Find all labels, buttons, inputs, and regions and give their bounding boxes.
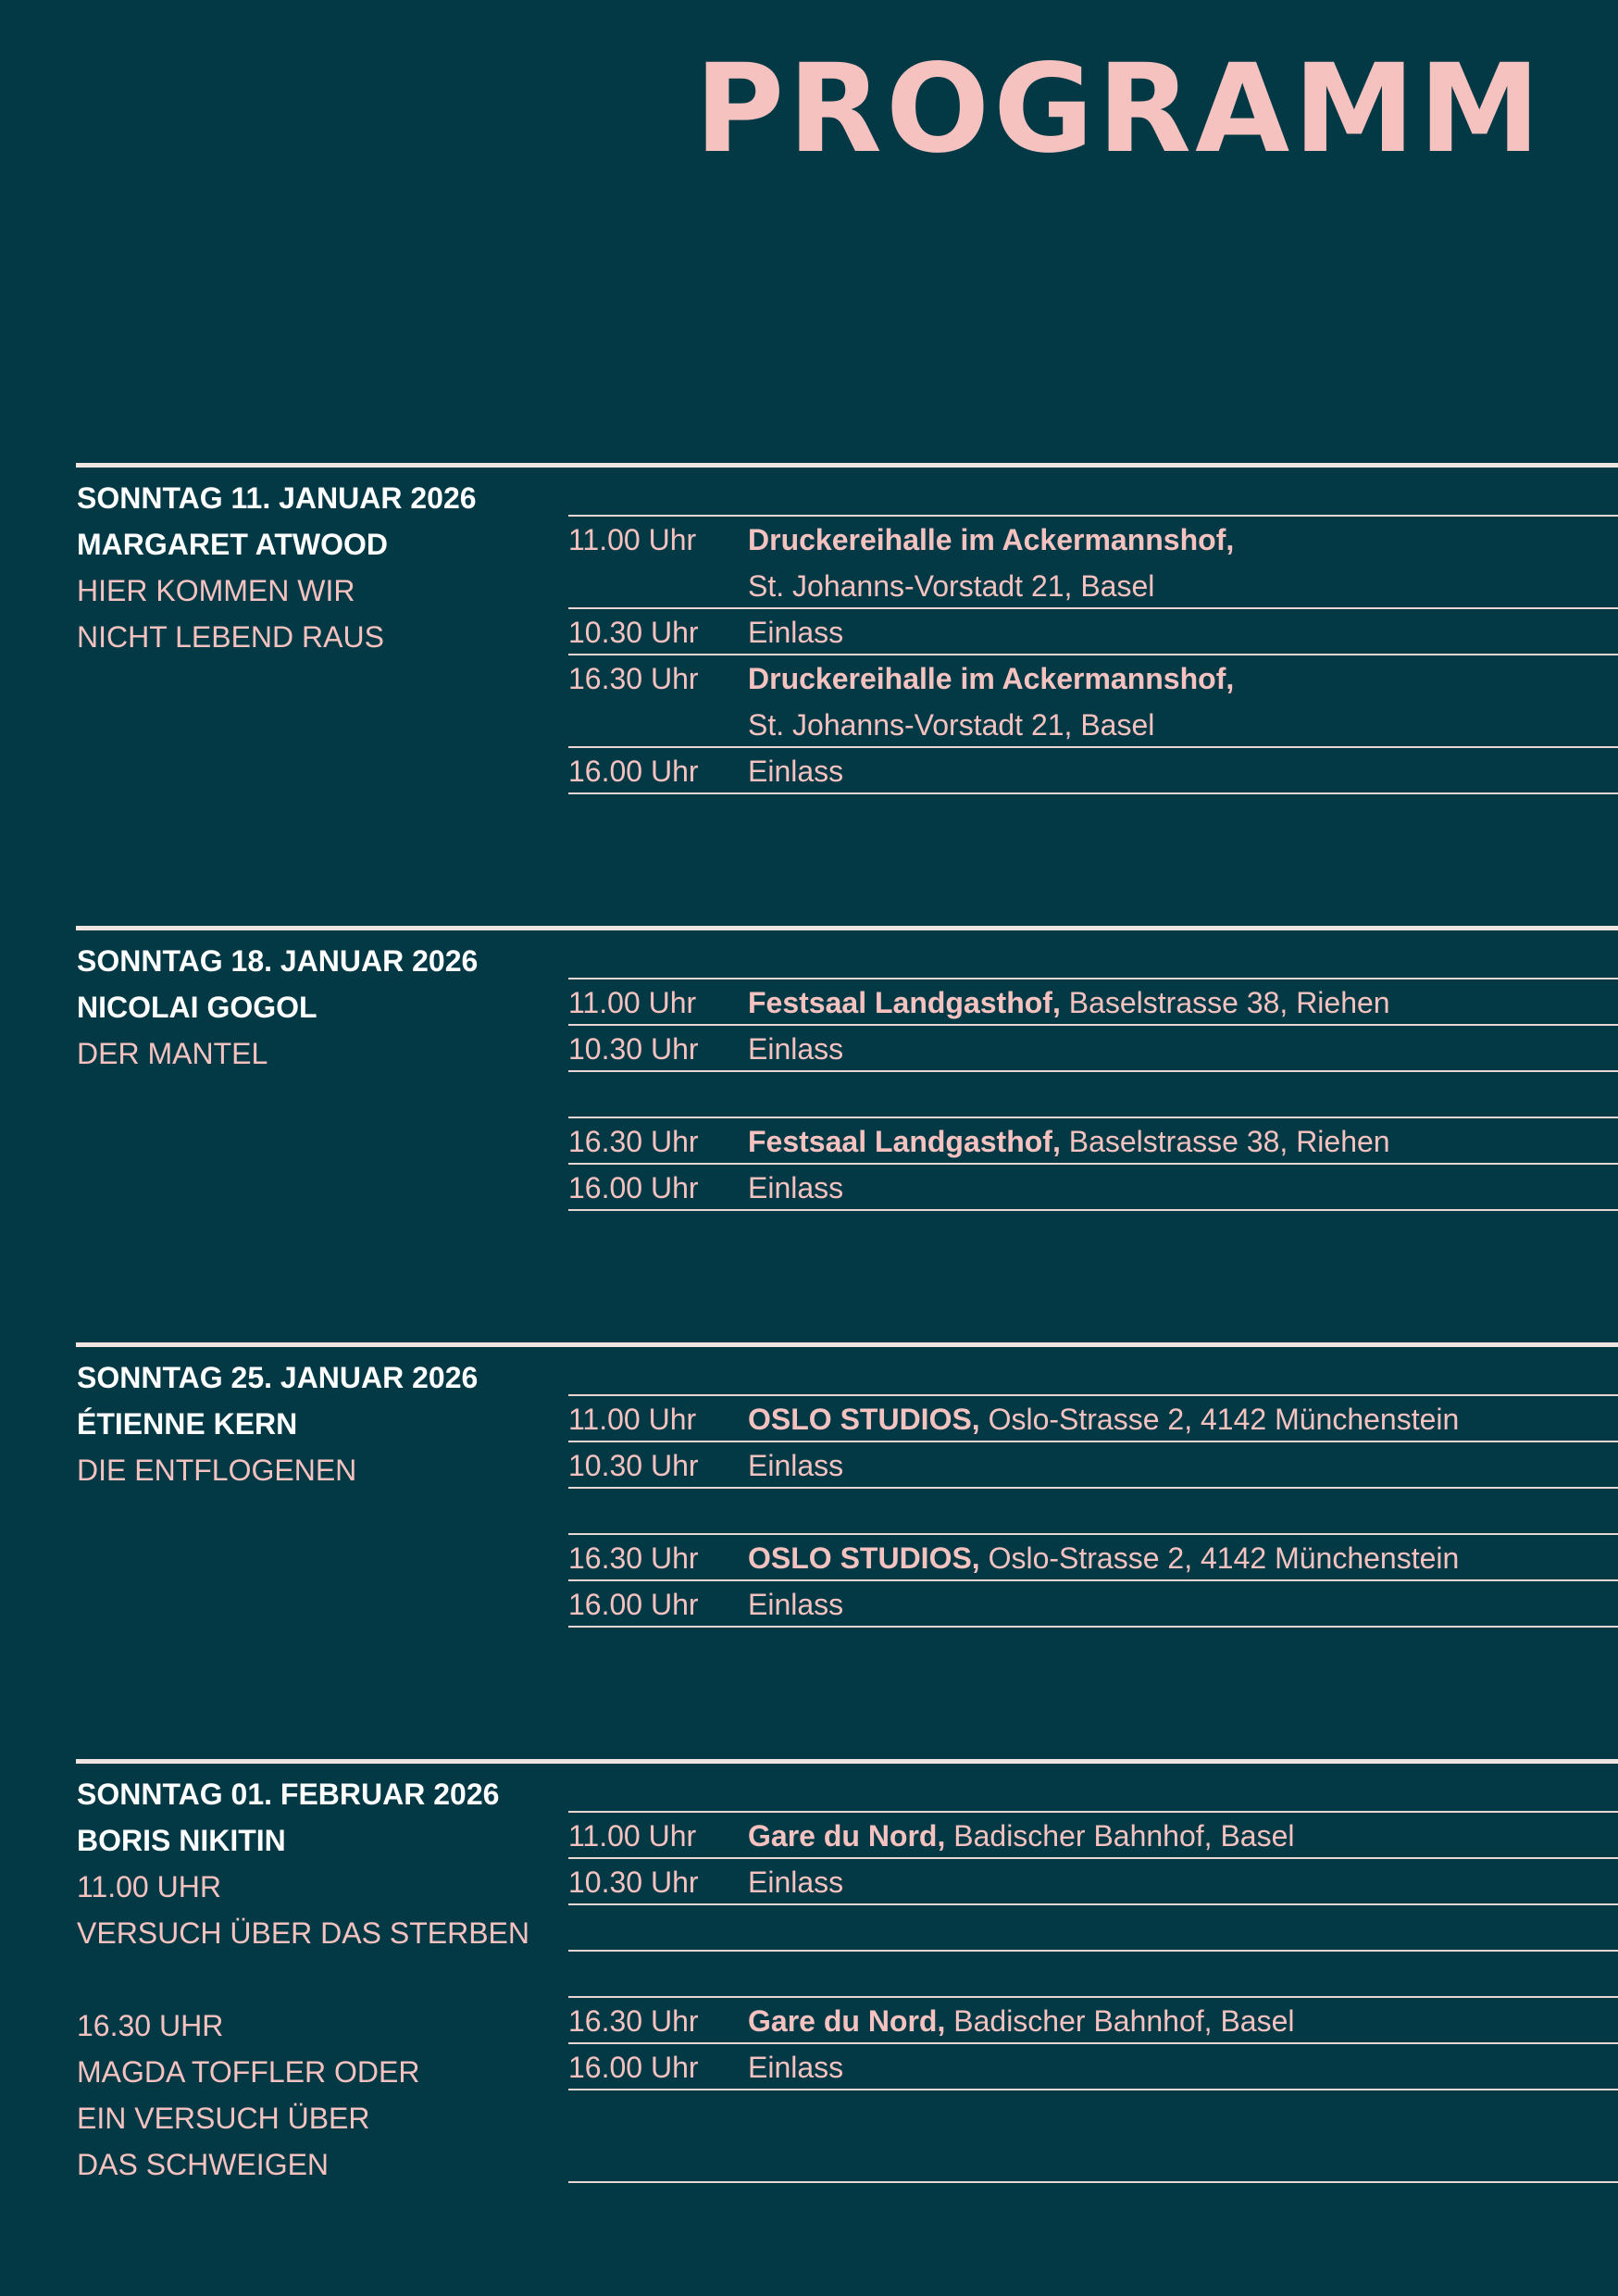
event-date: SONNTAG 18. JANUAR 2026: [77, 944, 479, 978]
venue: [748, 1535, 1459, 1581]
schedule-row: [568, 748, 1618, 792]
event-date: SONNTAG 25. JANUAR 2026: [77, 1361, 479, 1394]
work-title-line: DIE ENTFLOGENEN: [77, 1454, 357, 1487]
author-name: NICOLAI GOGOL: [77, 991, 317, 1024]
time: 10.30 Uhr: [568, 616, 699, 649]
venue-name: Druckereihalle im Ackermannshof,: [748, 662, 1235, 695]
time: 11.00 Uhr: [568, 986, 697, 1019]
event-date: SONNTAG 01. FEBRUAR 2026: [77, 1778, 500, 1811]
event-info: [77, 1824, 529, 2194]
schedule: [568, 515, 1618, 794]
venue: [748, 1813, 1294, 1859]
venue-address: Einlass: [748, 1449, 844, 1482]
schedule-row: [568, 1535, 1618, 1579]
venue-address: Einlass: [748, 1171, 844, 1204]
schedule-row: [568, 1489, 1618, 1533]
author-name: BORIS NIKITIN: [77, 1824, 286, 1857]
section-divider: [76, 1759, 1618, 1764]
time: 16.00 Uhr: [568, 2051, 699, 2084]
work-title-line: EIN VERSUCH ÜBER: [77, 2102, 370, 2135]
section-divider: [76, 463, 1618, 468]
schedule-row: [568, 1905, 1618, 1950]
venue-address: Oslo-Strasse 2, 4142 Münchenstein: [979, 1403, 1460, 1436]
time: 16.00 Uhr: [568, 1588, 699, 1621]
event-info: [77, 528, 388, 667]
schedule: [568, 1394, 1618, 1628]
venue-address: Einlass: [748, 616, 844, 649]
schedule-row: [568, 1026, 1618, 1070]
venue: [748, 2044, 843, 2090]
venue-address: Baselstrasse 38, Riehen: [1060, 1125, 1390, 1158]
time: 16.30 Uhr: [568, 1125, 699, 1158]
venue: [748, 609, 843, 655]
row-divider: [568, 792, 1618, 794]
row-divider: [568, 1209, 1618, 1211]
venue-address: St. Johanns-Vorstadt 21, Basel: [748, 708, 1155, 742]
work-title-line: [77, 1963, 529, 2009]
venue-address: Badischer Bahnhof, Basel: [945, 1819, 1295, 1853]
schedule-row: [568, 1118, 1618, 1163]
venue: [748, 517, 1234, 609]
row-divider: [568, 1626, 1618, 1628]
schedule-row: [568, 517, 1618, 607]
time: 16.00 Uhr: [568, 755, 699, 788]
venue-name: OSLO STUDIOS,: [748, 1403, 980, 1436]
venue: [748, 1998, 1294, 2044]
schedule-row: [568, 1859, 1618, 1903]
page-title: PROGRAMM: [694, 38, 1544, 181]
event-date: SONNTAG 11. JANUAR 2026: [77, 481, 477, 515]
venue: [748, 655, 1234, 748]
schedule-row: [568, 1952, 1618, 1996]
row-divider: [568, 2181, 1618, 2183]
venue-name: Gare du Nord,: [748, 1819, 946, 1853]
schedule-row: [568, 980, 1618, 1024]
schedule-row: [568, 2044, 1618, 2089]
section-divider: [76, 926, 1618, 930]
time: 10.30 Uhr: [568, 1032, 699, 1066]
work-title-line: 16.30 UHR: [77, 2009, 224, 2042]
schedule-row: [568, 655, 1618, 746]
work-title-line: DAS SCHWEIGEN: [77, 2148, 330, 2181]
schedule: [568, 978, 1618, 1211]
time: 16.30 Uhr: [568, 662, 699, 695]
time: 10.30 Uhr: [568, 1449, 699, 1482]
schedule-row: [568, 1813, 1618, 1857]
schedule-row: [568, 1581, 1618, 1626]
schedule-row: [568, 1165, 1618, 1209]
venue-name: Gare du Nord,: [748, 2004, 946, 2038]
venue-name: Festsaal Landgasthof,: [748, 986, 1061, 1019]
venue-address: Einlass: [748, 755, 844, 788]
venue: [748, 1165, 843, 1211]
work-title-line: DER MANTEL: [77, 1037, 268, 1070]
event-info: [77, 1407, 356, 1500]
time: 16.30 Uhr: [568, 1541, 699, 1575]
author-name: ÉTIENNE KERN: [77, 1407, 298, 1441]
schedule-row: [568, 1072, 1618, 1117]
venue-address: St. Johanns-Vorstadt 21, Basel: [748, 569, 1155, 603]
work-title-line: NICHT LEBEND RAUS: [77, 620, 384, 654]
venue: [748, 1396, 1459, 1442]
time: 10.30 Uhr: [568, 1866, 699, 1899]
venue: [748, 1026, 843, 1072]
venue-address: Einlass: [748, 2051, 844, 2084]
schedule-row: [568, 609, 1618, 654]
venue-address: Badischer Bahnhof, Basel: [945, 2004, 1295, 2038]
venue-name: Druckereihalle im Ackermannshof,: [748, 523, 1235, 556]
time: 11.00 Uhr: [568, 1819, 697, 1853]
time: 11.00 Uhr: [568, 523, 697, 556]
schedule-row: [568, 1998, 1618, 2042]
venue-address: Einlass: [748, 1588, 844, 1621]
section-divider: [76, 1342, 1618, 1347]
time: 16.00 Uhr: [568, 1171, 699, 1204]
venue: [748, 980, 1390, 1026]
work-title-line: MAGDA TOFFLER ODER: [77, 2055, 420, 2089]
work-title-line: HIER KOMMEN WIR: [77, 574, 355, 607]
time: 11.00 Uhr: [568, 1403, 697, 1436]
schedule-row: [568, 1396, 1618, 1441]
venue-address: Oslo-Strasse 2, 4142 Münchenstein: [979, 1541, 1460, 1575]
schedule-row: [568, 2090, 1618, 2181]
time: 16.30 Uhr: [568, 2004, 699, 2038]
venue-name: Festsaal Landgasthof,: [748, 1125, 1061, 1158]
event-info: [77, 991, 317, 1083]
venue-address: Baselstrasse 38, Riehen: [1060, 986, 1390, 1019]
work-title-line: VERSUCH ÜBER DAS STERBEN: [77, 1916, 529, 1950]
venue-address: Einlass: [748, 1866, 844, 1899]
venue: [748, 1118, 1390, 1165]
venue: [748, 1442, 843, 1489]
venue: [748, 1581, 843, 1628]
work-title-line: 11.00 UHR: [77, 1870, 221, 1903]
author-name: MARGARET ATWOOD: [77, 528, 388, 561]
venue-address: Einlass: [748, 1032, 844, 1066]
venue: [748, 1859, 843, 1905]
schedule-row: [568, 1442, 1618, 1487]
venue: [748, 748, 843, 794]
schedule: [568, 1811, 1618, 2183]
venue-name: OSLO STUDIOS,: [748, 1541, 980, 1575]
